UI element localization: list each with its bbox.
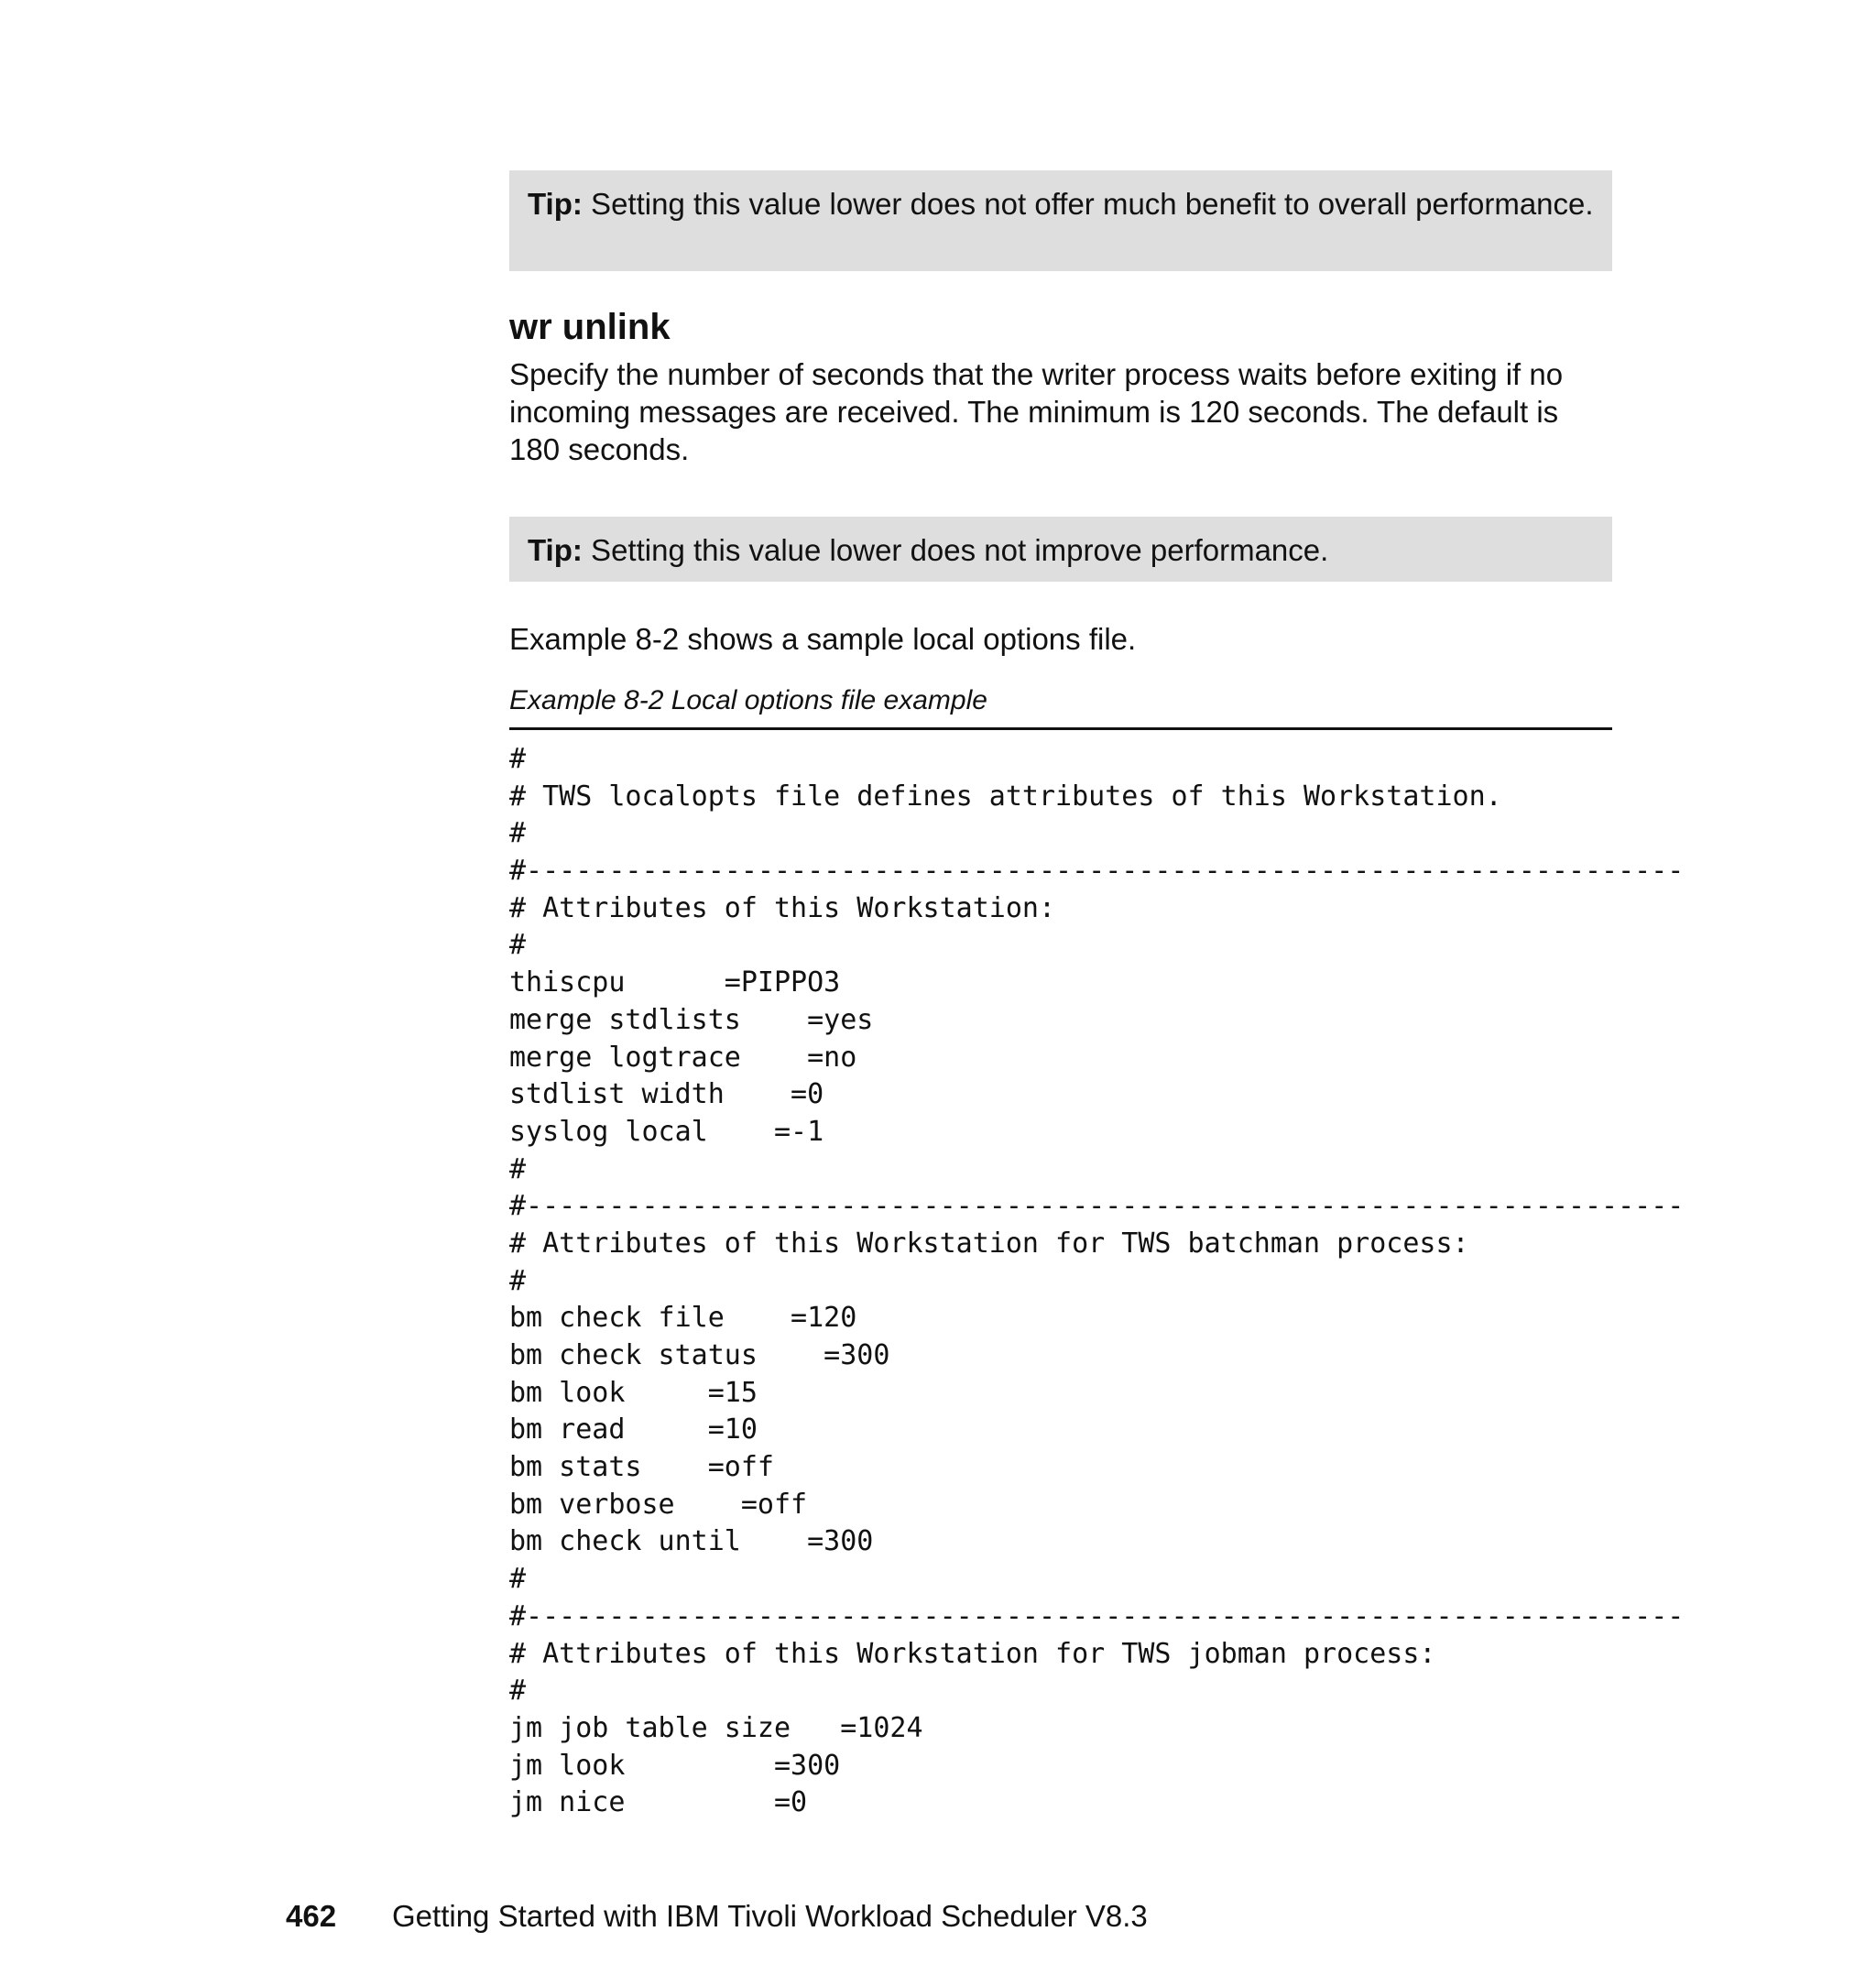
page-number: 462 bbox=[286, 1899, 337, 1933]
code-line: bm read =10 bbox=[509, 1413, 758, 1446]
code-line: jm look =300 bbox=[509, 1749, 841, 1782]
code-line: #---------------------------------------------------------------------- bbox=[509, 855, 1685, 888]
code-line: # bbox=[509, 1675, 527, 1708]
code-line: bm stats =off bbox=[509, 1451, 774, 1484]
code-line: bm look =15 bbox=[509, 1376, 758, 1409]
page-content bbox=[509, 170, 1685, 1822]
code-line: merge logtrace =no bbox=[509, 1041, 857, 1074]
code-line: bm check file =120 bbox=[509, 1302, 857, 1335]
code-line: # TWS localopts file defines attributes of this Workstation. bbox=[509, 780, 1502, 813]
code-line: jm job table size =1024 bbox=[509, 1711, 923, 1744]
code-line: # bbox=[509, 817, 527, 850]
intro-paragraph: Example 8-2 shows a sample local options file. bbox=[509, 622, 1137, 656]
code-line: # bbox=[509, 1264, 527, 1297]
code-line: # Attributes of this Workstation: bbox=[509, 891, 1056, 924]
code-line: #---------------------------------------------------------------------- bbox=[509, 1190, 1685, 1223]
code-line: # bbox=[509, 929, 527, 962]
code-line: jm nice =0 bbox=[509, 1786, 808, 1819]
code-line: # Attributes of this Workstation for TWS jobman process: bbox=[509, 1637, 1436, 1670]
code-line: stdlist width =0 bbox=[509, 1078, 824, 1111]
section-heading: wr unlink bbox=[509, 307, 671, 347]
code-line: # bbox=[509, 1563, 527, 1596]
code-line: bm check status =300 bbox=[509, 1339, 890, 1371]
code-line: # bbox=[509, 1152, 527, 1185]
tip-label: Tip: bbox=[528, 533, 583, 567]
tip-text: Setting this value lower does not improve performance. bbox=[582, 533, 1329, 567]
code-line: bm verbose =off bbox=[509, 1488, 808, 1521]
tip-box bbox=[509, 517, 1612, 582]
code-line: syslog local =-1 bbox=[509, 1115, 824, 1148]
book-title: Getting Started with IBM Tivoli Workload Scheduler V8.3 bbox=[392, 1899, 1148, 1933]
code-line: #---------------------------------------------------------------------- bbox=[509, 1599, 1685, 1632]
code-line: thiscpu =PIPPO3 bbox=[509, 966, 841, 999]
code-line: bm check until =300 bbox=[509, 1525, 874, 1558]
example-caption: Example 8-2 Local options file example bbox=[509, 683, 1612, 730]
page-footer bbox=[286, 1898, 1148, 1935]
tip-box bbox=[509, 170, 1612, 271]
code-line: # Attributes of this Workstation for TWS batchman process: bbox=[509, 1227, 1469, 1260]
tip-label: Tip: bbox=[528, 187, 583, 221]
code-line: merge stdlists =yes bbox=[509, 1003, 874, 1036]
section-body: Specify the number of seconds that the writer process waits before exiting if no incoming messages are received. The minimum is 120 seconds. The default is 180 seconds. bbox=[509, 357, 1564, 466]
code-listing bbox=[509, 741, 1685, 1822]
tip-text: Setting this value lower does not offer much benefit to overall performance. bbox=[582, 187, 1594, 221]
code-line: # bbox=[509, 743, 527, 775]
